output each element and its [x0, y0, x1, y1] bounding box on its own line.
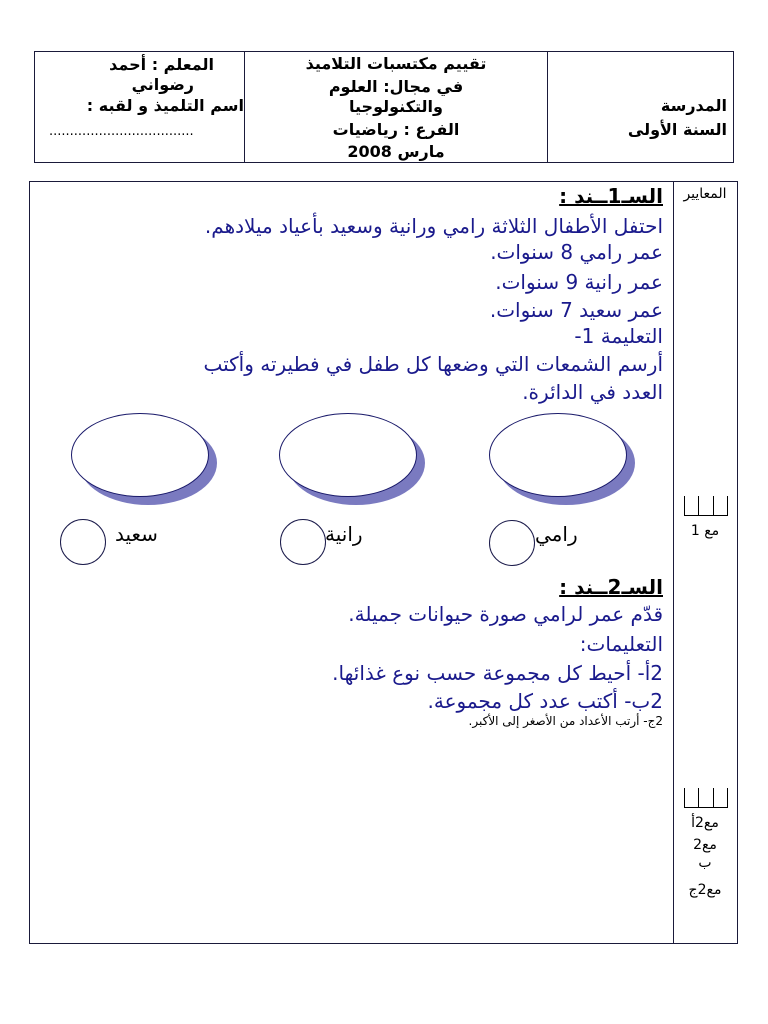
- cake-ellipse-rania[interactable]: [279, 413, 425, 505]
- section2-instructions-label: التعليمات:: [579, 632, 663, 656]
- title-line-1: تقييم مكتسبات التلاميذ: [305, 54, 487, 73]
- title-cell: [245, 52, 548, 162]
- answer-circle-rania[interactable]: [280, 519, 326, 565]
- section1-line: احتفل الأطفال الثلاثة رامي ورانية وسعيد بأعياد ميلادهم.: [204, 214, 663, 238]
- header-table: [34, 51, 734, 163]
- section2-title: السـ2ــند :: [559, 575, 663, 599]
- school-label: المدرسة: [660, 96, 727, 115]
- teacher-cell: [35, 52, 245, 162]
- criterion-2b: مع2 ب: [693, 837, 717, 871]
- title-line-5: مارس 2008: [347, 142, 445, 161]
- section2-instruction-a: 2أ- أحيط كل مجموعة حسب نوع غذائها.: [332, 661, 663, 685]
- answer-circle-said[interactable]: [60, 519, 106, 565]
- student-name-label: اسم التلميذ و لقبه :: [86, 96, 244, 115]
- criteria-column: [673, 182, 737, 943]
- criterion-2c: مع2ج: [688, 882, 722, 898]
- section1-title: السـ1ــند :: [559, 184, 663, 208]
- criterion-2a: مع2أ: [691, 815, 719, 831]
- student-name-dots: ...................................: [49, 124, 194, 139]
- cake-ellipse-said[interactable]: [71, 413, 217, 505]
- cake-ellipse-rami[interactable]: [489, 413, 635, 505]
- grading-boxes-1[interactable]: [684, 496, 728, 516]
- section2-instruction-b: 2ب- أكتب عدد كل مجموعة.: [427, 689, 663, 713]
- child-name-rami: رامي: [535, 522, 578, 546]
- section2-instruction-c: 2ج- أرتب الأعداد من الأصغر إلى الأكبر.: [468, 714, 663, 728]
- section1-line: عمر رانية 9 سنوات.: [495, 270, 663, 294]
- criteria-header: المعايير: [683, 186, 727, 202]
- child-name-rania: رانية: [325, 522, 363, 546]
- title-line-2: في مجال: العلوم: [328, 77, 464, 96]
- teacher-surname: رضواني: [131, 75, 194, 94]
- teacher-name: المعلم : أحمد: [109, 55, 214, 74]
- section1-line: أرسم الشمعات التي وضعها كل طفل في فطيرته وأكتب: [203, 352, 663, 376]
- school-cell: [548, 52, 733, 162]
- criterion-1: مع 1: [690, 523, 720, 539]
- section1-instruction: التعليمة 1-: [574, 324, 663, 348]
- answer-circle-rami[interactable]: [489, 520, 535, 566]
- exercise-frame: [29, 181, 738, 944]
- title-line-3: والتكنولوجيا: [349, 97, 443, 116]
- grading-boxes-2[interactable]: [684, 788, 728, 808]
- section1-line: عمر رامي 8 سنوات.: [490, 240, 663, 264]
- section2-line: قدّم عمر لرامي صورة حيوانات جميلة.: [348, 602, 663, 626]
- title-line-4: الفرع : رياضيات: [332, 120, 460, 139]
- child-name-said: سعيد: [115, 522, 158, 546]
- section1-line: عمر سعيد 7 سنوات.: [489, 298, 663, 322]
- year-label: السنة الأولى: [627, 120, 727, 139]
- section1-line: العدد في الدائرة.: [522, 380, 663, 404]
